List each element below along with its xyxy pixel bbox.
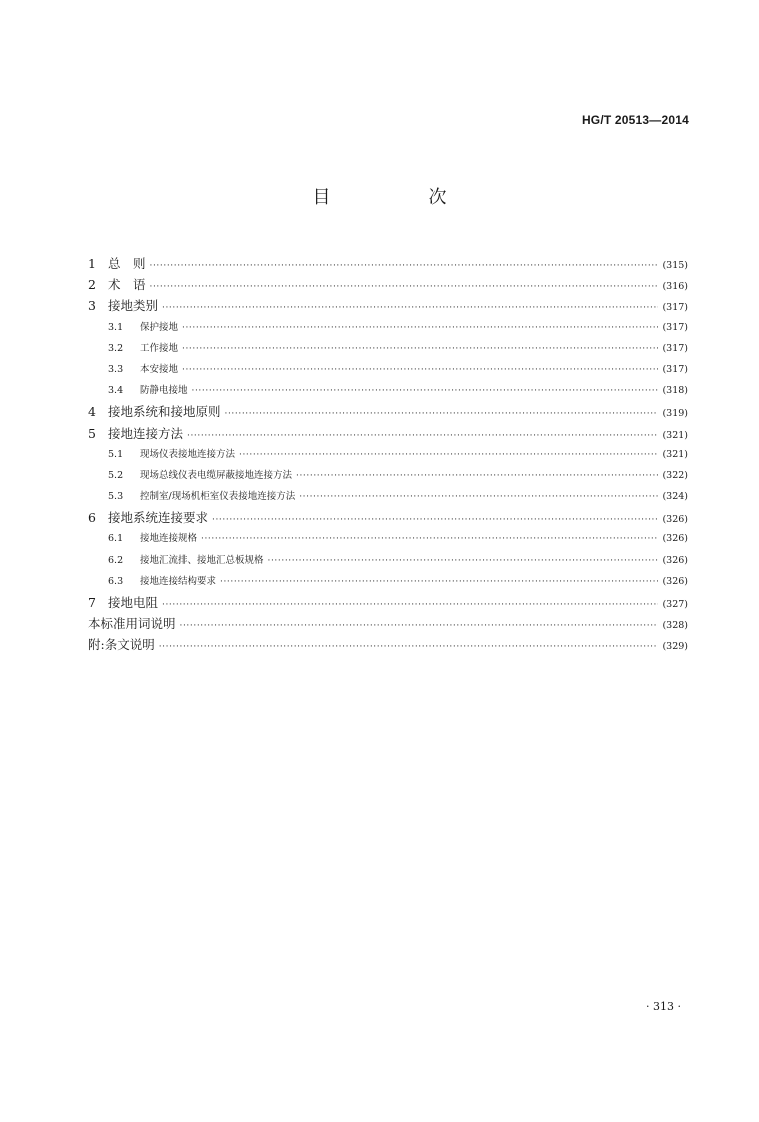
toc-subentry[interactable] (88, 380, 688, 401)
toc-entry-number: 6.1 (108, 533, 124, 545)
toc-subentry[interactable] (88, 317, 688, 338)
toc-entry-label: 接地系统连接要求 (108, 510, 209, 526)
toc-subentry[interactable] (88, 359, 688, 380)
toc-entry-number: 3.3 (108, 363, 124, 375)
dot-leader (220, 572, 658, 593)
toc-entry-number: 5.3 (108, 491, 124, 503)
toc-entry-label: 术 语 (108, 277, 146, 293)
toc-entry-page: (326) (662, 554, 688, 566)
toc-entry-number: 2 (88, 277, 96, 293)
toc-entry-number: 6.2 (108, 554, 124, 566)
toc-entry[interactable] (88, 423, 688, 444)
toc-entry-page: (328) (662, 620, 688, 632)
toc-entry-label: 接地连接规格 (140, 533, 198, 545)
toc-entry-page: (322) (662, 469, 688, 481)
toc-entry-label: 现场总线仪表电缆屏蔽接地连接方法 (140, 469, 293, 481)
toc-entry-page: (321) (662, 448, 688, 460)
dot-leader (299, 487, 658, 508)
dot-leader (296, 466, 658, 487)
dot-leader (201, 529, 658, 550)
dot-leader (182, 360, 658, 381)
toc-entry-page: (316) (662, 281, 688, 293)
toc-entry-label: 接地连接方法 (108, 425, 184, 441)
toc-entry-label: 接地电阻 (108, 595, 159, 610)
dot-leader (225, 404, 659, 425)
toc-entry[interactable] (88, 274, 688, 295)
toc-entry-label: 保护接地 (140, 321, 179, 333)
toc-entry[interactable] (88, 507, 688, 528)
toc-entry-number: 6.3 (108, 575, 124, 587)
toc-subentry[interactable] (88, 550, 688, 571)
toc-entry-page: (317) (662, 363, 688, 375)
table-of-contents (88, 253, 688, 656)
dot-leader (182, 339, 658, 360)
toc-entry[interactable] (88, 592, 688, 613)
dot-leader (187, 426, 658, 447)
toc-entry-number: 3.1 (108, 321, 124, 333)
toc-entry-number: 3.4 (108, 385, 124, 397)
toc-entry-number: 5.1 (108, 448, 124, 460)
toc-entry-number: 5 (88, 425, 96, 441)
toc-subentry[interactable] (88, 338, 688, 359)
toc-entry-page: (317) (662, 342, 688, 354)
toc-entry-number: 7 (88, 595, 96, 610)
toc-entry-page: (326) (662, 533, 688, 545)
toc-entry[interactable] (88, 295, 688, 316)
toc-entry[interactable] (88, 634, 688, 655)
dot-leader (150, 277, 659, 298)
toc-entry-label: 接地汇流排、接地汇总板规格 (140, 554, 264, 566)
dot-leader (192, 381, 659, 402)
page-number: · 313 · (646, 1000, 681, 1013)
toc-entry-number: 3.2 (108, 342, 124, 354)
toc-entry-page: (326) (662, 575, 688, 587)
toc-entry-page: (324) (662, 491, 688, 503)
toc-entry-page: (318) (662, 385, 688, 397)
toc-entry-number: 4 (88, 404, 96, 420)
toc-entry-page: (321) (662, 429, 688, 441)
toc-entry-label: 工作接地 (140, 342, 179, 354)
toc-entry-page: (317) (662, 302, 688, 314)
dot-leader (162, 298, 658, 319)
toc-subentry[interactable] (88, 571, 688, 592)
toc-entry-label: 接地系统和接地原则 (108, 404, 221, 420)
toc-entry-page: (319) (662, 408, 688, 420)
dot-leader (268, 551, 659, 572)
toc-entry-label: 防静电接地 (140, 385, 188, 397)
dot-leader (239, 445, 658, 466)
toc-entry-label: 本安接地 (140, 363, 179, 375)
toc-subentry[interactable] (88, 465, 688, 486)
dot-leader (162, 595, 658, 616)
toc-entry-number: 3 (88, 298, 96, 314)
toc-subentry[interactable] (88, 486, 688, 507)
toc-title: 目 次 (312, 187, 487, 208)
toc-entry-label: 接地类别 (108, 298, 159, 314)
toc-entry[interactable] (88, 401, 688, 422)
toc-entry-page: (329) (662, 641, 688, 653)
toc-entry[interactable] (88, 253, 688, 274)
dot-leader (159, 637, 659, 658)
toc-entry-number: 5.2 (108, 469, 124, 481)
dot-leader (212, 510, 658, 531)
standard-code: HG/T 20513—2014 (581, 113, 689, 127)
toc-entry-number: 1 (88, 256, 96, 271)
toc-entry-label: 接地连接结构要求 (140, 575, 217, 587)
toc-entry-label: 现场仪表接地连接方法 (140, 448, 236, 460)
toc-entry-label: 总 则 (108, 256, 146, 271)
toc-entry-label: 控制室/现场机柜室仪表接地连接方法 (140, 491, 296, 503)
toc-subentry[interactable] (88, 528, 688, 549)
toc-entry-label: 附:条文说明 (88, 637, 155, 653)
dot-leader (182, 318, 658, 339)
toc-entry-page: (327) (662, 599, 688, 610)
dot-leader (180, 616, 659, 637)
toc-subentry[interactable] (88, 444, 688, 465)
dot-leader (150, 256, 659, 277)
toc-entry-page: (315) (662, 260, 688, 271)
toc-entry-label: 本标准用词说明 (88, 616, 176, 632)
toc-entry[interactable] (88, 613, 688, 634)
toc-entry-page: (326) (662, 514, 688, 526)
toc-entry-page: (317) (662, 321, 688, 333)
toc-entry-number: 6 (88, 510, 96, 526)
